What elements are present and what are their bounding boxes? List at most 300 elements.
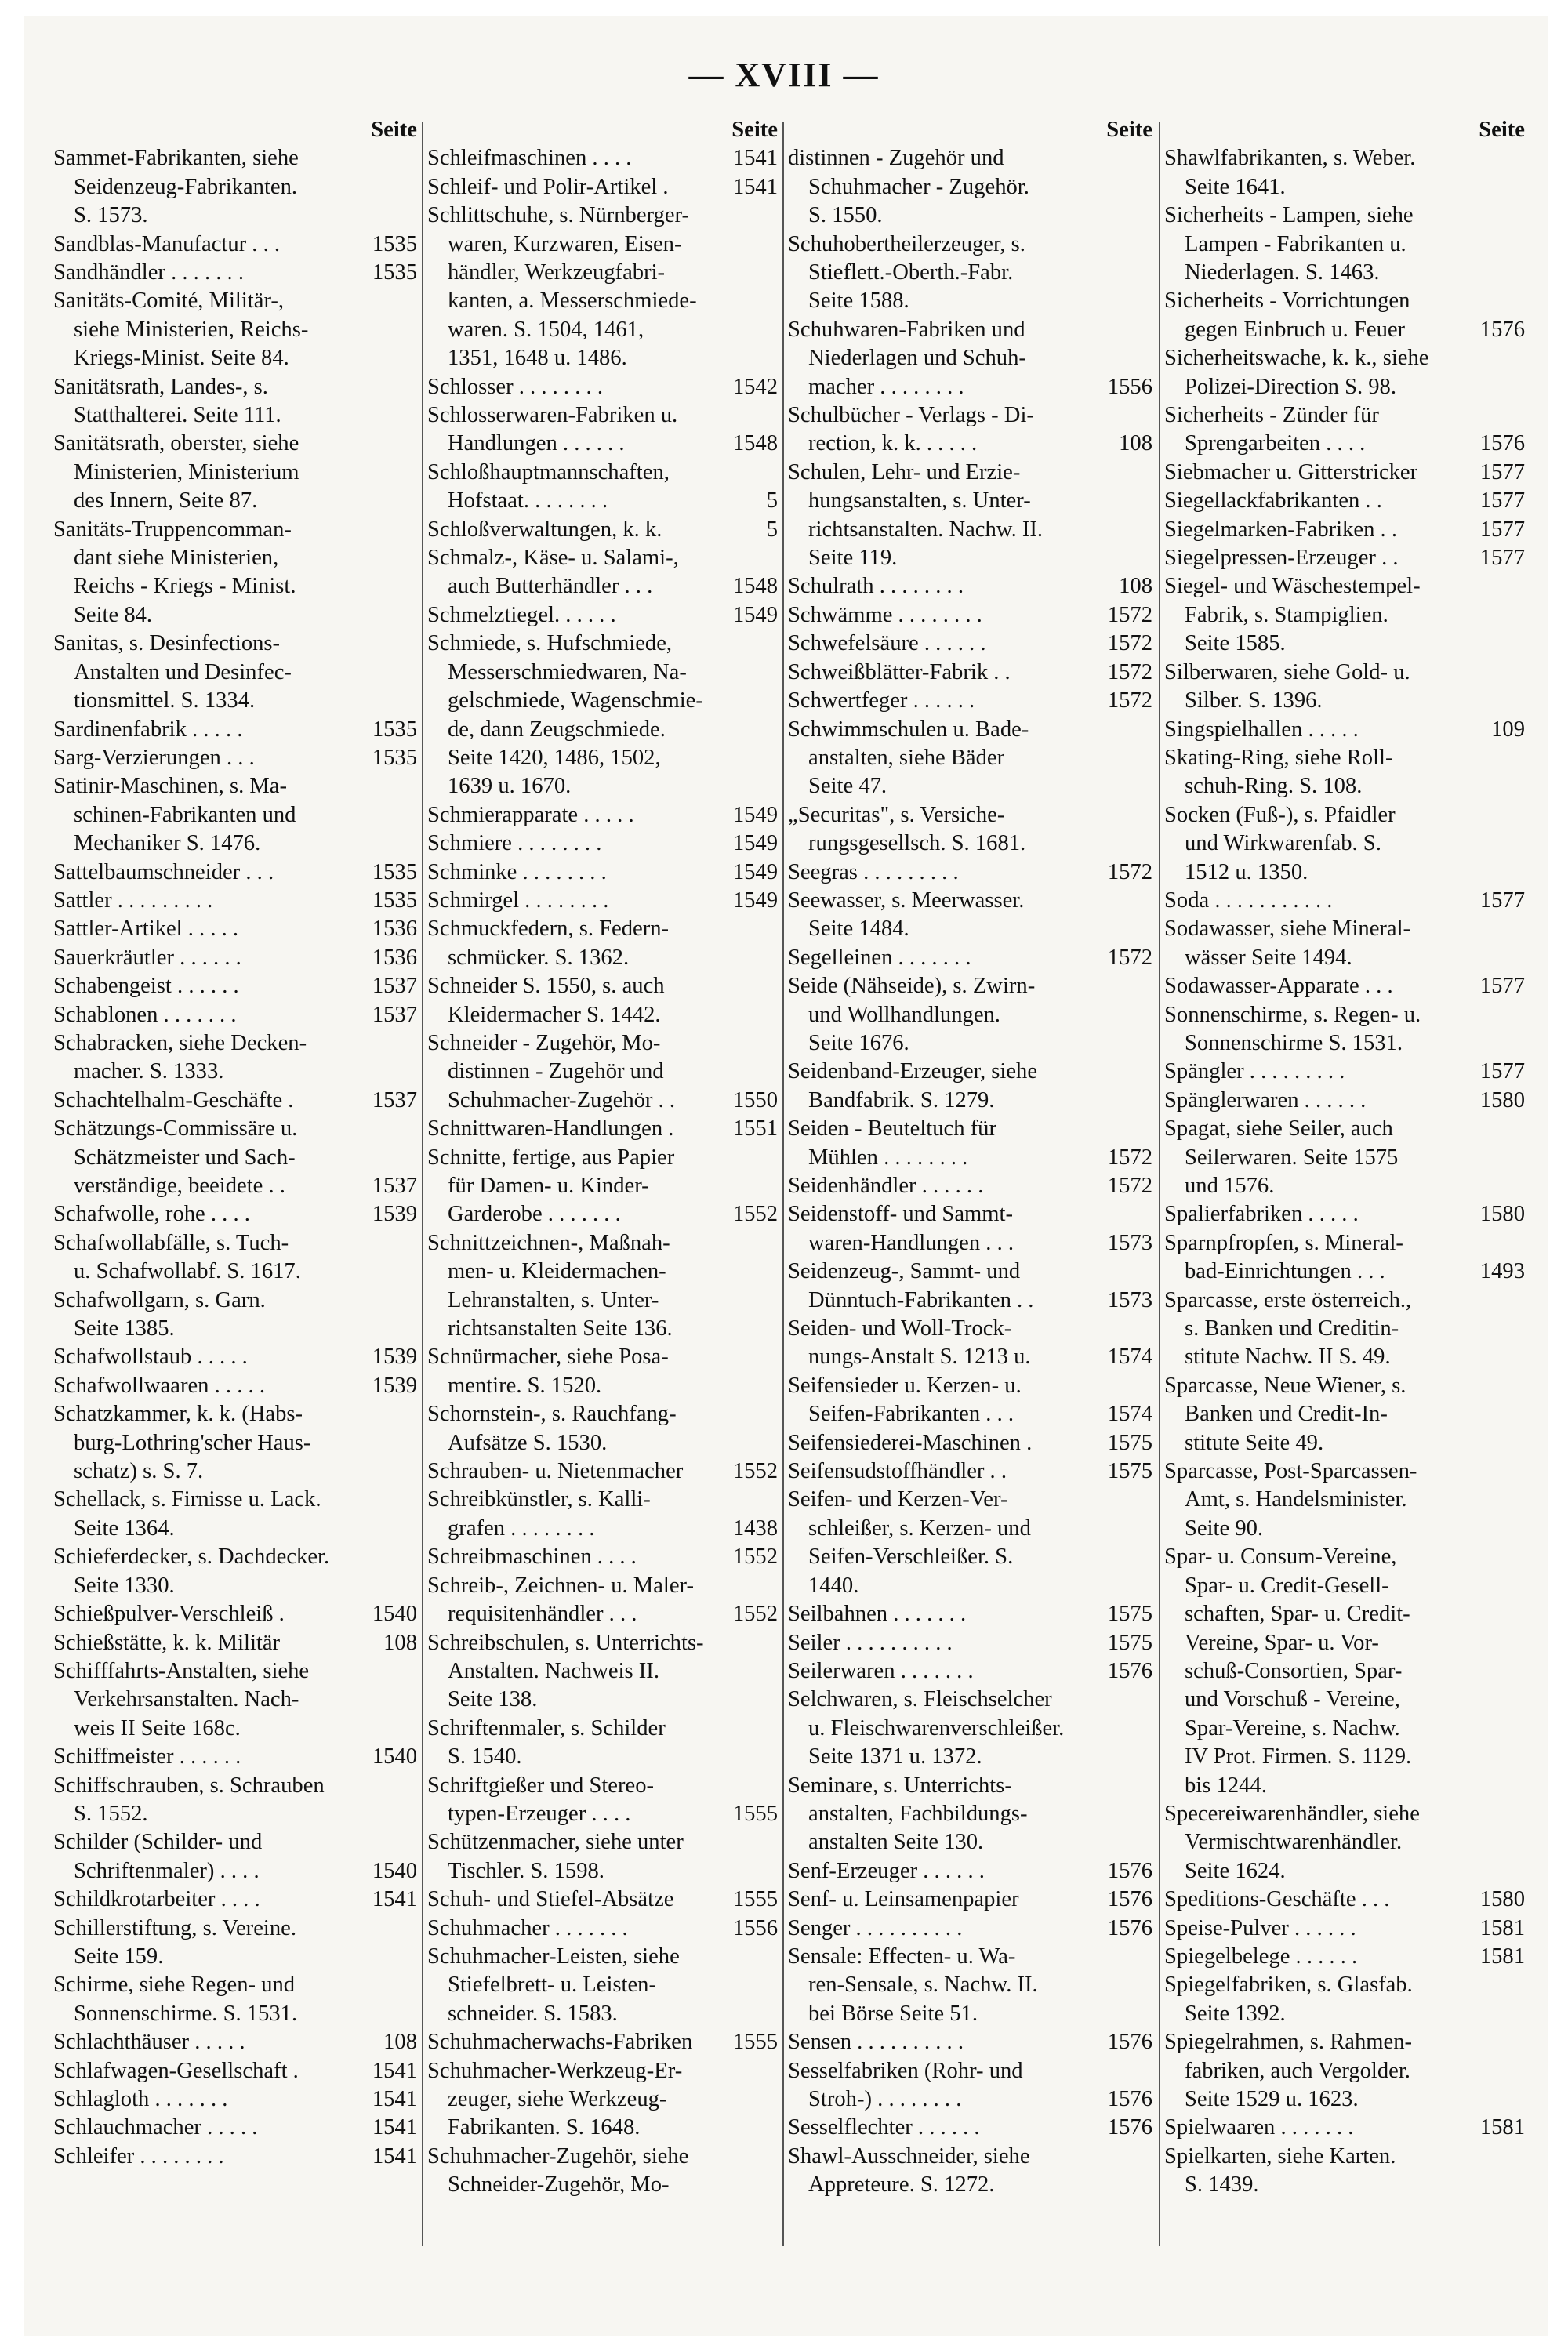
entry-page-number: 1572 (1080, 1172, 1152, 1200)
entry-continuation: schuß-Consortien, Spar- (1185, 1658, 1403, 1683)
entry-term: Spagat, siehe Seiler, auch (1164, 1116, 1393, 1142)
entry-continuation: hungsanstalten, s. Unter- (808, 488, 1031, 514)
entry-continuation: waren-Handlungen . . . (808, 1230, 1014, 1255)
entry-term: Schulrath . . . . . . . . (788, 574, 964, 599)
entry-term: Schilder (Schilder- und (53, 1830, 263, 1855)
entry-page-number: 1576 (1080, 2028, 1152, 2056)
index-entry (427, 1400, 778, 1457)
entry-continuation: richtsanstalten. Nachw. II. (808, 517, 1044, 542)
entry-continuation: Dünntuch-Fabrikanten . . (808, 1287, 1034, 1312)
entry-term: Schweißblätter-Fabrik . . (788, 659, 1011, 684)
index-entry (1164, 1200, 1525, 1229)
entry-page-number: 1537 (345, 972, 417, 1000)
entry-term: Seminare, s. Unterrichts- (788, 1773, 1012, 1798)
index-entry (1164, 744, 1525, 801)
entry-term: Schuhwaren-Fabriken und (788, 317, 1025, 342)
entry-term: Siegel- und Wäschestempel- (1164, 574, 1421, 599)
entry-term: Seidenhändler . . . . . . (788, 1174, 984, 1199)
entry-page-number: 1438 (706, 1515, 778, 1543)
entry-term: Socken (Fuß-), s. Pfaidler (1164, 802, 1396, 827)
entry-continuation: de, dann Zeugschmiede. (448, 717, 666, 742)
entry-page-number: 1576 (1080, 1886, 1152, 1914)
index-entry (788, 1915, 1152, 1943)
index-entry (427, 630, 778, 800)
entry-term: Seiden - Beuteltuch für (788, 1116, 997, 1142)
entry-page-number: 1572 (1080, 1144, 1152, 1172)
index-entry (427, 173, 778, 201)
entry-continuation: zeuger, siehe Werkzeug- (448, 2087, 667, 2112)
entry-continuation: bad-Einrichtungen . . . (1185, 1259, 1385, 1284)
entry-continuation: wässer Seite 1494. (1185, 945, 1352, 970)
entry-page-number: 1536 (345, 915, 417, 943)
index-entry (788, 1258, 1152, 1315)
index-entry (788, 1429, 1152, 1457)
index-entry (1164, 1543, 1525, 1800)
entry-term: Sesselfabriken (Rohr- und (788, 2058, 1023, 2083)
entry-term: Schießpulver-Verschleiß . (53, 1602, 285, 1627)
index-entry (1164, 1087, 1525, 1115)
entry-continuation: Statthalterei. Seite 111. (74, 403, 281, 428)
entry-continuation: Fabrikanten. S. 1648. (448, 2115, 641, 2140)
entry-continuation: Niederlagen und Schuh- (808, 346, 1026, 371)
entry-term: Schnittzeichnen-, Maßnah- (427, 1230, 670, 1255)
page-number-header: — XVIII — (688, 56, 880, 94)
entry-continuation: händler, Werkzeugfabri- (448, 260, 666, 285)
entry-term: Schlauchmacher . . . . . (53, 2115, 258, 2140)
index-entry (788, 630, 1152, 658)
entry-term: Spiegelfabriken, s. Glasfab. (1164, 1973, 1413, 1998)
entry-continuation: Vereine, Spar- u. Vor- (1185, 1630, 1379, 1655)
entry-page-number: 1535 (345, 716, 417, 744)
index-entry (53, 887, 417, 915)
index-entry (788, 972, 1152, 1058)
entry-continuation: tionsmittel. S. 1334. (74, 688, 256, 713)
entry-continuation: gegen Einbruch u. Feuer (1185, 317, 1406, 342)
index-entry (53, 2143, 417, 2171)
entry-page-number: 1555 (706, 2028, 778, 2056)
entry-page-number: 1549 (706, 858, 778, 887)
index-entry (53, 1828, 417, 1886)
index-entry (427, 144, 778, 172)
index-entry (1164, 659, 1525, 716)
entry-continuation: S. 1550. (808, 203, 883, 228)
entry-page-number: 5 (706, 487, 778, 515)
entry-term: Schlachthäuser . . . . . (53, 2030, 245, 2055)
entry-page-number: 1549 (706, 829, 778, 858)
entry-page-number: 1575 (1080, 1629, 1152, 1657)
index-entry (53, 2057, 417, 2085)
entry-page-number: 1535 (345, 744, 417, 772)
entry-page-number: 1539 (345, 1372, 417, 1400)
entry-continuation: anstalten, siehe Bäder (808, 745, 1005, 770)
entry-continuation: Seite 159. (74, 1944, 164, 1969)
entry-term: Seifensieder u. Kerzen- u. (788, 1373, 1022, 1398)
entry-continuation: Seite 1371 u. 1372. (808, 1744, 982, 1769)
index-entry (788, 1886, 1152, 1914)
entry-term: Schrauben- u. Nietenmacher (427, 1459, 684, 1484)
entry-term: Spielkarten, siehe Karten. (1164, 2143, 1396, 2169)
index-entry (1164, 1457, 1525, 1543)
index-column-1 (53, 116, 417, 2249)
entry-continuation: ren-Sensale, s. Nachw. II. (808, 1973, 1038, 1998)
entry-continuation: Seite 1484. (808, 916, 909, 942)
index-entry (1164, 544, 1525, 572)
column-divider (1159, 122, 1160, 2246)
entry-term: Sarg-Verzierungen . . . (53, 745, 255, 770)
entry-page-number: 1555 (706, 1800, 778, 1828)
entry-term: Spalierfabriken . . . . . (1164, 1202, 1359, 1227)
index-entry (427, 544, 778, 601)
index-entry (427, 801, 778, 829)
entry-page-number: 1577 (1453, 516, 1525, 544)
index-entry (1164, 716, 1525, 744)
entry-page-number: 1576 (1080, 2085, 1152, 2114)
entry-term: Schillerstiftung, s. Vereine. (53, 1915, 296, 1940)
entry-term: Schafwollwaaren . . . . . (53, 1373, 265, 1398)
entry-term: Seidenband-Erzeuger, siehe (788, 1059, 1038, 1084)
index-entry (1164, 2114, 1525, 2142)
index-entry (788, 572, 1152, 601)
entry-continuation: bei Börse Seite 51. (808, 2001, 978, 2026)
index-entry (427, 516, 778, 544)
index-entry (53, 915, 417, 943)
index-entry (427, 1486, 778, 1543)
entry-continuation: S. 1439. (1185, 2172, 1259, 2198)
entry-continuation: S. 1573. (74, 203, 148, 228)
entry-term: Schmierapparate . . . . . (427, 802, 634, 827)
entry-page-number: 1535 (345, 259, 417, 287)
entry-term: Schreib-, Zeichnen- u. Maler- (427, 1573, 695, 1598)
index-entry (788, 944, 1152, 972)
index-entry (788, 1457, 1152, 1486)
entry-term: Selchwaren, s. Fleischselcher (788, 1687, 1052, 1712)
entry-continuation: Seite 1420, 1486, 1502, (448, 745, 661, 770)
index-entry (788, 1058, 1152, 1115)
entry-term: Siegelmarken-Fabriken . . (1164, 517, 1397, 542)
index-entry (1164, 1058, 1525, 1086)
entry-term: Schulen, Lehr- und Erzie- (788, 459, 1021, 485)
entry-continuation: Sonnenschirme S. 1531. (1185, 1030, 1403, 1055)
index-entry (53, 744, 417, 772)
index-entry (53, 516, 417, 630)
index-entry (53, 1486, 417, 1543)
entry-continuation: typen-Erzeuger . . . . (448, 1801, 631, 1826)
entry-page-number: 1572 (1080, 858, 1152, 887)
column-heading-seite: Seite (731, 118, 778, 142)
entry-page-number: 5 (706, 516, 778, 544)
entry-continuation: Reichs - Kriegs - Minist. (74, 574, 296, 599)
entry-term: Schuhmacher-Leisten, siehe (427, 1944, 680, 1969)
entry-continuation: Lampen - Fabrikanten u. (1185, 231, 1406, 256)
entry-page-number: 1549 (706, 887, 778, 915)
entry-term: Seifensudstoffhändler . . (788, 1459, 1007, 1484)
entry-page-number: 1537 (345, 1001, 417, 1029)
entry-continuation: s. Banken und Creditin- (1185, 1316, 1399, 1341)
index-entry (53, 230, 417, 259)
entry-term: Seiler . . . . . . . . . . (788, 1630, 953, 1655)
entry-continuation: verständige, beeidete . . (74, 1174, 285, 1199)
index-entry (427, 1715, 778, 1772)
index-entry (1164, 459, 1525, 487)
entry-term: Sparcasse, Neue Wiener, s. (1164, 1373, 1406, 1398)
index-column-2 (427, 116, 778, 2249)
entry-page-number: 1541 (345, 2085, 417, 2114)
index-column-4 (1164, 116, 1525, 2249)
entry-term: Schildkrotarbeiter . . . . (53, 1887, 260, 1912)
entry-page-number: 108 (345, 2028, 417, 2056)
entry-continuation: u. Fleischwarenverschleißer. (808, 1715, 1065, 1740)
entry-continuation: Silber. S. 1396. (1185, 688, 1323, 713)
entry-term: Sparcasse, erste österreich., (1164, 1287, 1412, 1312)
entry-continuation: nungs-Anstalt S. 1213 u. (808, 1345, 1031, 1370)
index-entry (53, 144, 417, 230)
entry-continuation: Stieflett.-Oberth.-Fabr. (808, 260, 1014, 285)
entry-page-number: 1572 (1080, 944, 1152, 972)
entry-term: Schuhobertheilerzeuger, s. (788, 231, 1025, 256)
entry-continuation: und Vorschuß - Vereine, (1185, 1687, 1400, 1712)
index-entry (1164, 401, 1525, 459)
entry-continuation: kanten, a. Messerschmiede- (448, 289, 697, 314)
entry-term: Senf- u. Leinsamenpapier (788, 1887, 1019, 1912)
index-entry (1164, 1943, 1525, 1971)
entry-term: Seilerwaren . . . . . . . (788, 1658, 974, 1683)
index-entry (1164, 1287, 1525, 1372)
entry-page-number: 1581 (1453, 1915, 1525, 1943)
entry-continuation: Mechaniker S. 1476. (74, 831, 261, 856)
entry-term: Schuhmacher-Zugehör, siehe (427, 2143, 689, 2169)
index-entry (53, 259, 417, 287)
index-entry (427, 601, 778, 630)
index-entry (427, 1229, 778, 1344)
index-entry (788, 1600, 1152, 1628)
index-entry (53, 2085, 417, 2114)
entry-page-number: 1576 (1080, 1657, 1152, 1686)
index-entry (53, 972, 417, 1000)
entry-term: Schloßhauptmannschaften, (427, 459, 670, 485)
entry-continuation: requisitenhändler . . . (448, 1602, 637, 1627)
index-entry (53, 1200, 417, 1229)
entry-term: Schmuckfedern, s. Federn- (427, 916, 670, 942)
entry-page-number: 1572 (1080, 687, 1152, 715)
entry-continuation: Stiefelbrett- u. Leisten- (448, 1973, 656, 1998)
index-entry (788, 459, 1152, 573)
index-entry (53, 1657, 417, 1743)
index-entry (53, 1743, 417, 1771)
index-entry (427, 2057, 778, 2143)
entry-continuation: macher . . . . . . . . (808, 374, 964, 399)
index-entry (427, 2143, 778, 2200)
entry-continuation: schmücker. S. 1362. (448, 945, 630, 970)
entry-term: Schornstein-, s. Rauchfang- (427, 1402, 677, 1427)
entry-continuation: Sonnenschirme. S. 1531. (74, 2001, 298, 2026)
entry-continuation: Seite 119. (808, 546, 898, 571)
entry-continuation: mentire. S. 1520. (448, 1373, 602, 1398)
entry-continuation: 1440. (808, 1573, 859, 1598)
entry-term: Schreibschulen, s. Unterrichts- (427, 1630, 704, 1655)
index-entry (1164, 801, 1525, 887)
entry-continuation: rungsgesellsch. S. 1681. (808, 831, 1026, 856)
index-entry (1164, 287, 1525, 344)
index-entry (427, 1828, 778, 1886)
entry-term: Seegras . . . . . . . . . (788, 859, 959, 884)
entry-page-number: 1575 (1080, 1457, 1152, 1486)
entry-continuation: Seite 1585. (1185, 631, 1286, 656)
entry-term: Speise-Pulver . . . . . . (1164, 1915, 1356, 1940)
entry-continuation: burg-Lothring'scher Haus- (74, 1430, 311, 1455)
entry-term: Schnürmacher, siehe Posa- (427, 1345, 669, 1370)
entry-page-number: 1580 (1453, 1200, 1525, 1229)
entry-term: Sensale: Effecten- u. Wa- (788, 1944, 1016, 1969)
entry-continuation: schneider. S. 1583. (448, 2001, 618, 2026)
entry-term: Schieferdecker, s. Dachdecker. (53, 1544, 330, 1570)
entry-continuation: Bandfabrik. S. 1279. (808, 1087, 995, 1112)
entry-term: Senf-Erzeuger . . . . . . (788, 1858, 985, 1883)
entry-continuation: Seite 84. (74, 602, 153, 627)
entry-continuation: Seite 1641. (1185, 174, 1286, 199)
entry-continuation: Mühlen . . . . . . . . (808, 1145, 968, 1170)
entry-term: Sparcasse, Post-Sparcassen- (1164, 1459, 1417, 1484)
index-entry (788, 687, 1152, 715)
index-entry (427, 829, 778, 858)
entry-continuation: Polizei-Direction S. 98. (1185, 374, 1397, 399)
entry-continuation: Seite 1385. (74, 1316, 175, 1341)
index-entry (788, 1686, 1152, 1771)
column-heading-seite: Seite (1106, 118, 1152, 142)
index-entry (53, 1915, 417, 1972)
index-entry (788, 2028, 1152, 2056)
index-entry (53, 1772, 417, 1829)
entry-term: Segelleinen . . . . . . . (788, 945, 971, 970)
index-entry (427, 915, 778, 972)
entry-term: Sodawasser-Apparate . . . (1164, 974, 1393, 999)
entry-term: Spänglerwaren . . . . . . (1164, 1087, 1367, 1112)
index-entry (53, 1600, 417, 1628)
entry-term: Seewasser, s. Meerwasser. (788, 887, 1025, 913)
index-entry (427, 1115, 778, 1143)
entry-term: Sanitäts-Truppencomman- (53, 517, 292, 542)
column-heading-seite: Seite (371, 118, 417, 142)
entry-continuation: Schuhmacher-Zugehör . . (448, 1087, 676, 1112)
entry-continuation: Kriegs-Minist. Seite 84. (74, 346, 289, 371)
entry-continuation: Garderobe . . . . . . . (448, 1202, 621, 1227)
index-entry (788, 716, 1152, 801)
entry-page-number: 1541 (345, 2057, 417, 2085)
index-entry (427, 1629, 778, 1715)
entry-continuation: und Wirkwarenfab. S. (1185, 831, 1381, 856)
entry-page-number: 1541 (345, 2143, 417, 2171)
entry-continuation: des Innern, Seite 87. (74, 488, 258, 514)
entry-page-number: 1572 (1080, 601, 1152, 630)
index-entry (788, 401, 1152, 459)
index-entry (53, 1886, 417, 1914)
index-entry (53, 1287, 417, 1344)
index-entry (788, 1372, 1152, 1429)
entry-continuation: Fabrik, s. Stampiglien. (1185, 602, 1388, 627)
entry-continuation: Anstalten und Desinfec- (74, 659, 292, 684)
entry-term: Spar- u. Consum-Vereine, (1164, 1544, 1397, 1570)
entry-term: Schneider - Zugehör, Mo- (427, 1030, 661, 1055)
index-entry (1164, 144, 1525, 201)
index-entry (53, 630, 417, 715)
index-entry (1164, 1971, 1525, 2028)
entry-page-number: 1577 (1453, 487, 1525, 515)
entry-page-number: 1550 (706, 1087, 778, 1115)
entry-continuation: Spar-Vereine, s. Nachw. (1185, 1715, 1400, 1740)
entry-term: Skating-Ring, siehe Roll- (1164, 745, 1393, 770)
index-entry (53, 1229, 417, 1287)
index-entry (427, 459, 778, 516)
entry-page-number: 1541 (706, 173, 778, 201)
entry-page-number: 1539 (345, 1200, 417, 1229)
index-entry (53, 2114, 417, 2142)
entry-continuation: Ministerien, Ministerium (74, 459, 299, 485)
entry-continuation: Schätzmeister und Sach- (74, 1145, 296, 1170)
entry-continuation: Seite 1364. (74, 1515, 175, 1541)
entry-continuation: Sprengarbeiten . . . . (1185, 431, 1366, 456)
entry-continuation: Anstalten. Nachweis II. (448, 1658, 659, 1683)
entry-page-number: 109 (1453, 716, 1525, 744)
entry-page-number: 1575 (1080, 1600, 1152, 1628)
index-entry (53, 1372, 417, 1400)
entry-page-number: 1577 (1453, 972, 1525, 1000)
index-entry (53, 1543, 417, 1600)
entry-page-number: 1576 (1080, 1915, 1152, 1943)
index-entry (53, 1971, 417, 2028)
entry-term: Seidenstoff- und Sammt- (788, 1202, 1013, 1227)
entry-term: Schießstätte, k. k. Militär (53, 1630, 281, 1655)
entry-term: Sicherheitswache, k. k., siehe (1164, 346, 1429, 371)
entry-page-number: 1580 (1453, 1886, 1525, 1914)
entry-term: Schlafwagen-Gesellschaft . (53, 2058, 299, 2083)
index-entry (788, 1629, 1152, 1657)
index-entry (427, 401, 778, 459)
entry-term: Seiden- und Woll-Trock- (788, 1316, 1012, 1341)
entry-term: Schmelztiegel. . . . . . (427, 602, 616, 627)
entry-term: Schachtelhalm-Geschäfte . (53, 1087, 294, 1112)
entry-continuation: grafen . . . . . . . . (448, 1515, 595, 1541)
entry-page-number: 1542 (706, 373, 778, 401)
index-entry (53, 1087, 417, 1115)
entry-continuation: Lehranstalten, s. Unter- (448, 1287, 659, 1312)
entry-continuation: Tischler. S. 1598. (448, 1858, 604, 1883)
index-entry (427, 1943, 778, 2028)
entry-page-number: 1576 (1453, 430, 1525, 458)
entry-term: Schlagloth . . . . . . . (53, 2087, 228, 2112)
entry-page-number: 1574 (1080, 1343, 1152, 1371)
index-entry (788, 1857, 1152, 1886)
entry-page-number: 1535 (345, 858, 417, 887)
entry-term: Singspielhallen . . . . . (1164, 717, 1359, 742)
entry-term: Schuhmacher . . . . . . . (427, 1915, 628, 1940)
entry-continuation: Seite 1529 u. 1623. (1185, 2087, 1359, 2112)
entry-page-number: 1552 (706, 1543, 778, 1571)
index-entry (1164, 572, 1525, 658)
entry-continuation: Niederlagen. S. 1463. (1185, 260, 1380, 285)
entry-term: Schulbücher - Verlags - Di- (788, 403, 1034, 428)
entry-term: Schuhmacher-Werkzeug-Er- (427, 2058, 683, 2083)
index-entry (427, 887, 778, 915)
entry-page-number: 1572 (1080, 659, 1152, 687)
index-column-3 (788, 116, 1152, 2249)
entry-term: Sonnenschirme, s. Regen- u. (1164, 1002, 1421, 1027)
entry-term: Spiegelbelege . . . . . . (1164, 1944, 1358, 1969)
entry-term: Sparnpfropfen, s. Mineral- (1164, 1230, 1403, 1255)
entry-continuation: Aufsätze S. 1530. (448, 1430, 608, 1455)
entry-term: Schwämme . . . . . . . . (788, 602, 982, 627)
entry-page-number: 1540 (345, 1743, 417, 1771)
index-entry (1164, 915, 1525, 972)
entry-term: „Securitas", s. Versiche- (788, 802, 1005, 827)
